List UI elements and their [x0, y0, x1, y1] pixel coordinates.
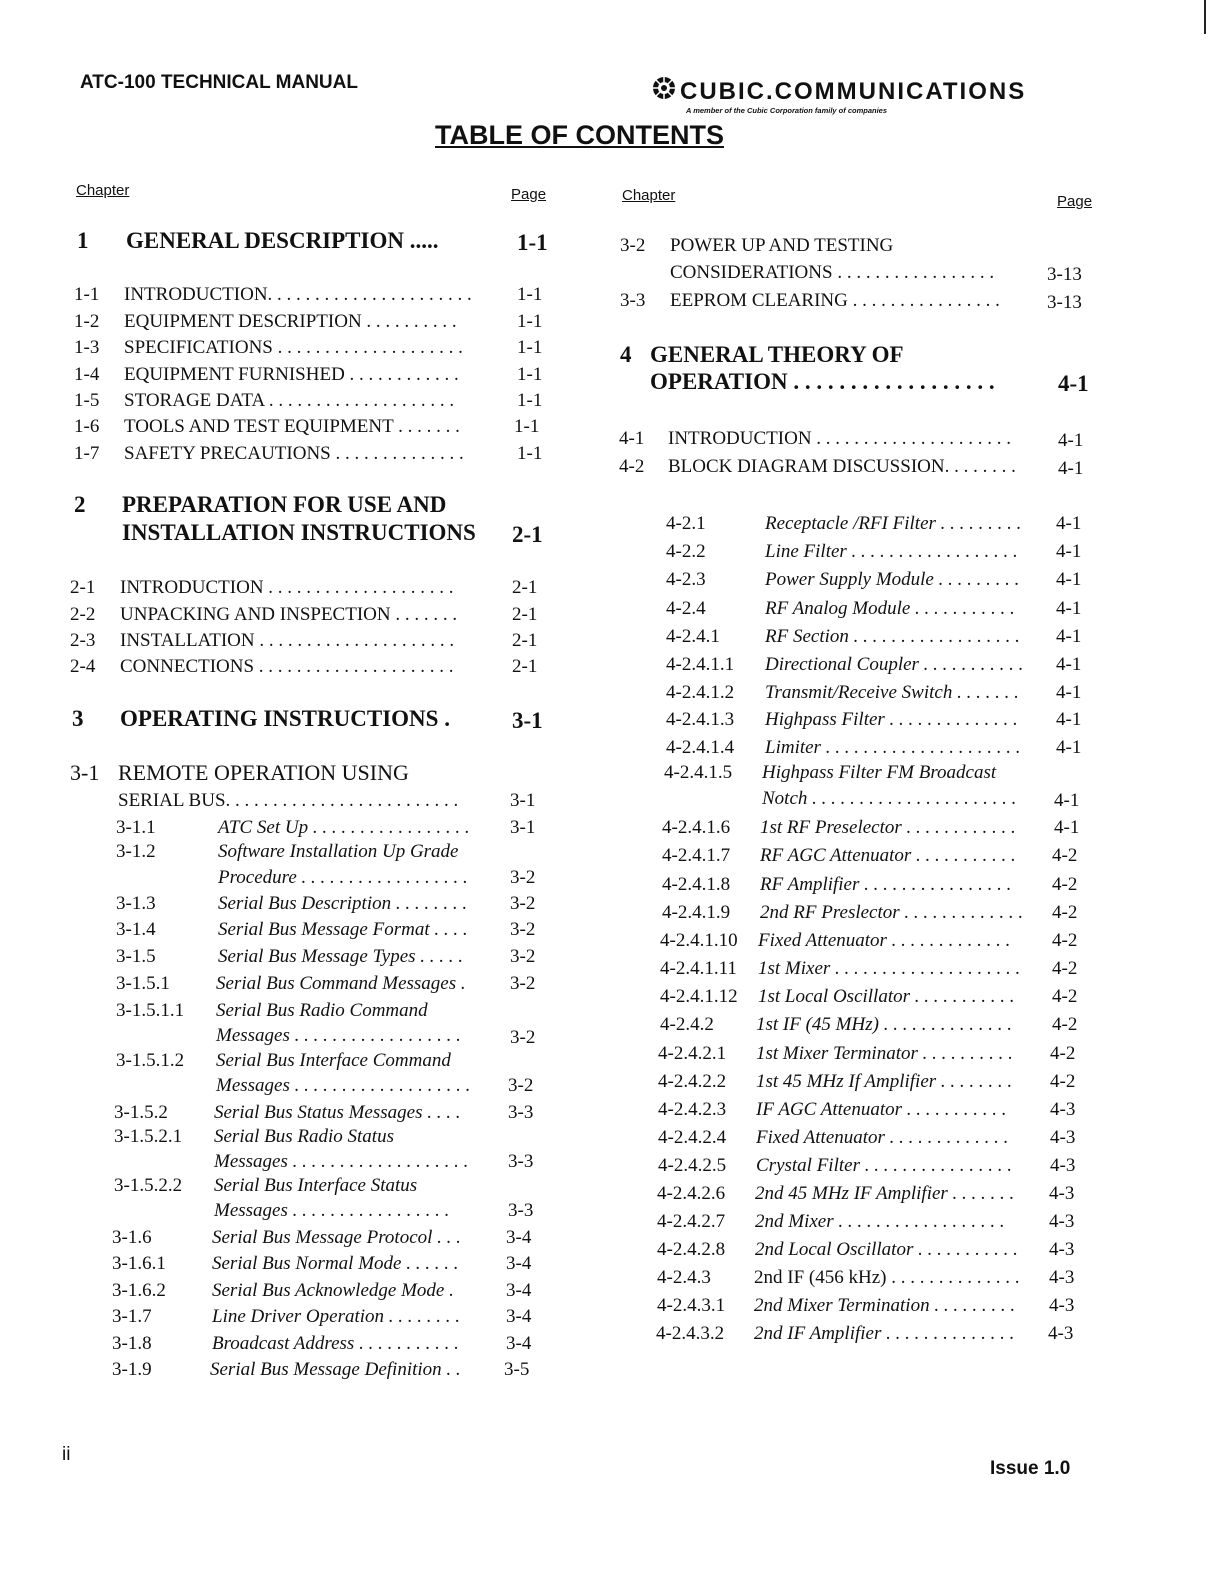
- entry-title-line2: Notch . . . . . . . . . . . . . . . . . . . . . .: [762, 788, 1017, 809]
- section-title: UNPACKING AND INSPECTION . . . . . . .: [120, 604, 458, 625]
- entry-title: Highpass Filter . . . . . . . . . . . . . .: [765, 709, 1018, 730]
- entry-number: 4-2.4.2.7: [657, 1211, 726, 1232]
- entry-number: 4-2.4.2: [660, 1014, 714, 1035]
- section-number: 1-4: [74, 364, 100, 385]
- section-page: 4-1: [1058, 458, 1084, 479]
- entry-number: 4-2.4.1.6: [662, 817, 731, 838]
- entry-page: 4-2: [1050, 1071, 1076, 1092]
- section-page: 1-1: [517, 337, 543, 358]
- entry-page: 3-2: [510, 867, 536, 888]
- entry-number: 3-1.5.2.2: [114, 1175, 183, 1196]
- chapter-page: 4-1: [1058, 371, 1089, 396]
- section-number: 1-7: [74, 443, 100, 464]
- chapter-page: 1-1: [517, 230, 548, 255]
- section-page: 2-1: [512, 577, 538, 598]
- entry-number: 4-2.4.1.5: [664, 762, 733, 783]
- entry-page: 3-3: [508, 1200, 534, 1221]
- section-number: 2-1: [70, 577, 96, 598]
- brand-name: CUBIC.COMMUNICATIONS: [680, 78, 1027, 105]
- chapter-number: 1: [77, 228, 89, 253]
- entry-number: 3-1.5.1.2: [116, 1050, 185, 1071]
- section-title-line2: SERIAL BUS. . . . . . . . . . . . . . . . . . . . . . . . .: [118, 790, 459, 811]
- entry-title: 1st IF (45 MHz) . . . . . . . . . . . . . .: [756, 1014, 1012, 1035]
- entry-page: 4-3: [1049, 1239, 1075, 1260]
- section-page: 4-1: [1058, 430, 1084, 451]
- entry-title: Receptacle /RFI Filter . . . . . . . . .: [765, 513, 1022, 534]
- entry-number: 4-2.4.2.6: [657, 1183, 726, 1204]
- section-number: 2-2: [70, 604, 96, 625]
- section-title: SAFETY PRECAUTIONS . . . . . . . . . . . . . .: [124, 443, 464, 464]
- entry-title-line2: Procedure . . . . . . . . . . . . . . . . . .: [218, 867, 468, 888]
- entry-page: 4-1: [1056, 682, 1082, 703]
- section-number: 1-3: [74, 337, 100, 358]
- entry-page: 3-5: [504, 1359, 530, 1380]
- entry-title-line2: Messages . . . . . . . . . . . . . . . . .: [214, 1200, 450, 1221]
- entry-title: 1st RF Preselector . . . . . . . . . . . .: [760, 817, 1016, 838]
- chapter-number: 3: [72, 706, 84, 731]
- entry-title: Crystal Filter . . . . . . . . . . . . . . . .: [756, 1155, 1012, 1176]
- entry-page: 4-1: [1056, 513, 1082, 534]
- entry-title: Broadcast Address . . . . . . . . . . .: [212, 1333, 459, 1354]
- entry-number: 3-1.1: [116, 817, 156, 838]
- entry-number: 4-2.4.3.1: [657, 1295, 726, 1316]
- entry-page: 3-2: [510, 1027, 536, 1048]
- entry-number: 4-2.4.2.5: [658, 1155, 727, 1176]
- entry-number: 4-2.4.1.1: [666, 654, 735, 675]
- entry-title: ATC Set Up . . . . . . . . . . . . . . . . .: [218, 817, 470, 838]
- entry-page: 3-4: [506, 1227, 532, 1248]
- entry-page: 4-3: [1049, 1267, 1075, 1288]
- section-title-line1: REMOTE OPERATION USING: [118, 760, 409, 785]
- entry-page: 3-1: [510, 817, 536, 838]
- brand-tagline: A member of the Cubic Corporation family of companies: [686, 106, 887, 115]
- entry-page: 4-1: [1056, 709, 1082, 730]
- entry-number: 4-2.1: [666, 513, 706, 534]
- right-page-heading: Page: [1057, 193, 1093, 210]
- left-chapter-heading: Chapter: [76, 182, 130, 199]
- section-page: 3-1: [510, 790, 536, 811]
- entry-number: 4-2.4.1.3: [666, 709, 735, 730]
- entry-number: 3-1.5.2.1: [114, 1126, 183, 1147]
- section-page: 1-1: [517, 364, 543, 385]
- entry-number: 3-1.2: [116, 841, 156, 862]
- section-number: 1-2: [74, 311, 100, 332]
- entry-title: Fixed Attenuator . . . . . . . . . . . . .: [756, 1127, 1009, 1148]
- section-title: EQUIPMENT FURNISHED . . . . . . . . . . . .: [124, 364, 459, 385]
- entry-number: 3-1.9: [112, 1359, 152, 1380]
- section-title-line1: POWER UP AND TESTING: [670, 235, 894, 256]
- entry-title: Power Supply Module . . . . . . . . .: [765, 569, 1020, 590]
- entry-page: 3-4: [506, 1333, 532, 1354]
- entry-page: 3-3: [508, 1151, 534, 1172]
- entry-title: Serial Bus Status Messages . . . .: [214, 1102, 461, 1123]
- section-number: 3-2: [620, 235, 646, 256]
- section-title: INTRODUCTION . . . . . . . . . . . . . . . . . . . .: [120, 577, 454, 598]
- entry-title: RF Analog Module . . . . . . . . . . .: [765, 598, 1015, 619]
- entry-title: 2nd Local Oscillator . . . . . . . . . . .: [755, 1239, 1018, 1260]
- entry-number: 4-2.4.1.2: [666, 682, 735, 703]
- entry-number: 4-2.4.1.9: [662, 902, 731, 923]
- right-chapter-heading: Chapter: [622, 187, 676, 204]
- section-number: 3-3: [620, 290, 646, 311]
- entry-page: 4-1: [1054, 790, 1080, 811]
- entry-number: 4-2.4.1: [666, 626, 720, 647]
- entry-page: 4-2: [1052, 958, 1078, 979]
- entry-number: 4-2.2: [666, 541, 706, 562]
- section-number: 1-6: [74, 416, 100, 437]
- entry-page: 4-1: [1056, 598, 1082, 619]
- entry-title: Directional Coupler . . . . . . . . . . .: [765, 654, 1024, 675]
- entry-title-line2: Messages . . . . . . . . . . . . . . . . . . .: [216, 1075, 471, 1096]
- section-number: 3-1: [70, 760, 100, 785]
- entry-title: Serial Bus Message Protocol . . .: [212, 1227, 461, 1248]
- entry-page: 3-2: [510, 946, 536, 967]
- entry-number: 3-1.5.1: [116, 973, 170, 994]
- entry-page: 4-3: [1050, 1155, 1076, 1176]
- section-page: 1-1: [517, 284, 543, 305]
- section-number: 2-4: [70, 656, 96, 677]
- section-number: 2-3: [70, 630, 96, 651]
- entry-number: 3-1.5: [116, 946, 156, 967]
- chapter-number: 4: [620, 342, 632, 367]
- section-page: 3-13: [1047, 292, 1082, 313]
- entry-number: 4-2.4.2.2: [658, 1071, 727, 1092]
- section-title: INTRODUCTION . . . . . . . . . . . . . . . . . . . . .: [668, 428, 1012, 449]
- entry-page: 4-2: [1050, 1043, 1076, 1064]
- chapter-page: 3-1: [512, 708, 543, 733]
- entry-number: 4-2.4.1.11: [660, 958, 737, 979]
- entry-page: 3-2: [508, 1075, 534, 1096]
- entry-page: 4-1: [1056, 737, 1082, 758]
- entry-page: 3-2: [510, 919, 536, 940]
- chapter-page: 2-1: [512, 522, 543, 547]
- entry-page: 4-2: [1052, 930, 1078, 951]
- entry-page: 4-3: [1050, 1127, 1076, 1148]
- entry-title-line1: Serial Bus Interface Status: [214, 1175, 418, 1196]
- entry-page: 3-3: [508, 1102, 534, 1123]
- entry-page: 4-2: [1052, 845, 1078, 866]
- entry-title: 2nd 45 MHz IF Amplifier . . . . . . .: [755, 1183, 1015, 1204]
- entry-title-line1: Highpass Filter FM Broadcast: [762, 762, 997, 783]
- scan-edge-mark: [1204, 0, 1206, 34]
- entry-page: 4-3: [1048, 1323, 1074, 1344]
- entry-title: Transmit/Receive Switch . . . . . . .: [765, 682, 1019, 703]
- entry-number: 4-2.4.1.7: [662, 845, 731, 866]
- section-page: 2-1: [512, 630, 538, 651]
- page-number: ii: [62, 1444, 71, 1465]
- chapter-title-line1: GENERAL THEORY OF: [650, 342, 904, 367]
- entry-title: Serial Bus Message Format . . . .: [218, 919, 468, 940]
- entry-page: 4-3: [1049, 1211, 1075, 1232]
- chapter-title: GENERAL DESCRIPTION .....: [126, 228, 439, 253]
- entry-number: 3-1.7: [112, 1306, 152, 1327]
- entry-page: 4-2: [1052, 902, 1078, 923]
- entry-title-line2: Messages . . . . . . . . . . . . . . . . . .: [216, 1025, 461, 1046]
- entry-number: 3-1.5.1.1: [116, 1000, 185, 1021]
- entry-number: 3-1.4: [116, 919, 156, 940]
- entry-number: 4-2.4.2.3: [658, 1099, 727, 1120]
- entry-title: 2nd IF (456 kHz) . . . . . . . . . . . . . .: [754, 1267, 1020, 1288]
- section-title: SPECIFICATIONS . . . . . . . . . . . . . . . . . . . .: [124, 337, 463, 358]
- entry-number: 4-2.4.3.2: [656, 1323, 725, 1344]
- entry-number: 3-1.6.1: [112, 1253, 166, 1274]
- entry-title-line1: Software Installation Up Grade: [218, 841, 459, 862]
- entry-title: 2nd IF Amplifier . . . . . . . . . . . . . .: [754, 1323, 1015, 1344]
- entry-page: 3-2: [510, 973, 536, 994]
- entry-number: 3-1.3: [116, 893, 156, 914]
- section-page: 1-1: [514, 416, 540, 437]
- section-number: 4-1: [619, 428, 645, 449]
- entry-page: 4-1: [1056, 626, 1082, 647]
- entry-title: IF AGC Attenuator . . . . . . . . . . .: [756, 1099, 1007, 1120]
- entry-page: 3-2: [510, 893, 536, 914]
- entry-number: 3-1.6: [112, 1227, 152, 1248]
- entry-title: 1st Mixer . . . . . . . . . . . . . . . . . . . .: [758, 958, 1021, 979]
- entry-number: 4-2.4.1.8: [662, 874, 731, 895]
- section-page: 2-1: [512, 604, 538, 625]
- entry-number: 3-1.8: [112, 1333, 152, 1354]
- section-page: 2-1: [512, 656, 538, 677]
- entry-number: 4-2.4.2.8: [657, 1239, 726, 1260]
- entry-number: 4-2.4.1.12: [660, 986, 738, 1007]
- entry-number: 4-2.4.1.4: [666, 737, 735, 758]
- entry-page: 4-1: [1056, 654, 1082, 675]
- entry-page: 3-4: [506, 1306, 532, 1327]
- entry-page: 4-1: [1054, 817, 1080, 838]
- entry-page: 4-3: [1050, 1099, 1076, 1120]
- entry-title: 2nd Mixer Termination . . . . . . . . .: [754, 1295, 1016, 1316]
- section-title: INTRODUCTION. . . . . . . . . . . . . . . . . . . . . .: [124, 284, 472, 305]
- entry-page: 4-1: [1056, 569, 1082, 590]
- chapter-title: OPERATING INSTRUCTIONS .: [120, 706, 450, 731]
- entry-number: 4-2.4.1.10: [660, 930, 738, 951]
- entry-title-line2: Messages . . . . . . . . . . . . . . . . . . .: [214, 1151, 469, 1172]
- section-number: 4-2: [619, 456, 645, 477]
- entry-title-line1: Serial Bus Radio Command: [216, 1000, 428, 1021]
- entry-title: 1st 45 MHz If Amplifier . . . . . . . .: [756, 1071, 1013, 1092]
- entry-number: 4-2.4: [666, 598, 706, 619]
- entry-number: 4-2.4.2.1: [658, 1043, 727, 1064]
- entry-title: Line Driver Operation . . . . . . . .: [212, 1306, 461, 1327]
- entry-page: 4-1: [1056, 541, 1082, 562]
- section-title: TOOLS AND TEST EQUIPMENT . . . . . . .: [124, 416, 460, 437]
- issue-label: Issue 1.0: [990, 1458, 1071, 1479]
- section-number: 1-1: [74, 284, 100, 305]
- entry-title: 2nd RF Preslector . . . . . . . . . . . . .: [760, 902, 1024, 923]
- section-title-line2: CONSIDERATIONS . . . . . . . . . . . . . . . . .: [670, 262, 995, 283]
- entry-title: Serial Bus Acknowledge Mode .: [212, 1280, 454, 1301]
- entry-title: RF Amplifier . . . . . . . . . . . . . . . .: [760, 874, 1012, 895]
- entry-title-line1: Serial Bus Radio Status: [214, 1126, 394, 1147]
- entry-title: Serial Bus Message Types . . . . .: [218, 946, 464, 967]
- chapter-number: 2: [74, 492, 86, 517]
- entry-page: 4-3: [1049, 1295, 1075, 1316]
- cubic-logo-icon: [652, 76, 676, 100]
- entry-title: Serial Bus Command Messages .: [216, 973, 466, 994]
- entry-title: 1st Mixer Terminator . . . . . . . . . .: [756, 1043, 1013, 1064]
- section-page: 1-1: [517, 311, 543, 332]
- section-title: INSTALLATION . . . . . . . . . . . . . . . . . . . . .: [120, 630, 455, 651]
- entry-title: 1st Local Oscillator . . . . . . . . . . .: [758, 986, 1015, 1007]
- manual-title: ATC-100 TECHNICAL MANUAL: [80, 72, 358, 93]
- entry-page: 4-3: [1049, 1183, 1075, 1204]
- entry-title: Fixed Attenuator . . . . . . . . . . . . .: [758, 930, 1011, 951]
- section-page: 1-1: [517, 390, 543, 411]
- section-number: 1-5: [74, 390, 100, 411]
- entry-number: 4-2.4.2.4: [658, 1127, 727, 1148]
- section-title: CONNECTIONS . . . . . . . . . . . . . . . . . . . . .: [120, 656, 454, 677]
- section-title: STORAGE DATA . . . . . . . . . . . . . . . . . . . .: [124, 390, 455, 411]
- section-page: 3-13: [1047, 264, 1082, 285]
- entry-title: Serial Bus Description . . . . . . . .: [218, 893, 468, 914]
- entry-title: 2nd Mixer . . . . . . . . . . . . . . . . . .: [755, 1211, 1005, 1232]
- entry-number: 4-2.3: [666, 569, 706, 590]
- entry-page: 4-2: [1052, 1014, 1078, 1035]
- chapter-title-line2: INSTALLATION INSTRUCTIONS: [122, 520, 476, 545]
- entry-number: 3-1.5.2: [114, 1102, 168, 1123]
- section-title: BLOCK DIAGRAM DISCUSSION. . . . . . . .: [668, 456, 1016, 477]
- entry-title: RF AGC Attenuator . . . . . . . . . . .: [760, 845, 1016, 866]
- entry-page: 3-4: [506, 1280, 532, 1301]
- entry-title: Serial Bus Message Definition . .: [210, 1359, 461, 1380]
- chapter-title-line1: PREPARATION FOR USE AND: [122, 492, 447, 517]
- left-page-heading: Page: [511, 186, 547, 203]
- entry-title: Line Filter . . . . . . . . . . . . . . . . . .: [765, 541, 1018, 562]
- entry-title-line1: Serial Bus Interface Command: [216, 1050, 451, 1071]
- chapter-title-line2: OPERATION . . . . . . . . . . . . . . . . . .: [650, 369, 995, 394]
- entry-page: 3-4: [506, 1253, 532, 1274]
- page-title: TABLE OF CONTENTS: [435, 120, 724, 150]
- entry-page: 4-2: [1052, 874, 1078, 895]
- entry-page: 4-2: [1052, 986, 1078, 1007]
- entry-title: Limiter . . . . . . . . . . . . . . . . . . . . .: [765, 737, 1021, 758]
- section-page: 1-1: [517, 443, 543, 464]
- entry-number: 3-1.6.2: [112, 1280, 166, 1301]
- entry-number: 4-2.4.3: [657, 1267, 711, 1288]
- entry-title: Serial Bus Normal Mode . . . . . .: [212, 1253, 459, 1274]
- section-title: EEPROM CLEARING . . . . . . . . . . . . . . . .: [670, 290, 1000, 311]
- entry-title: RF Section . . . . . . . . . . . . . . . . . .: [765, 626, 1020, 647]
- section-title: EQUIPMENT DESCRIPTION . . . . . . . . . .: [124, 311, 457, 332]
